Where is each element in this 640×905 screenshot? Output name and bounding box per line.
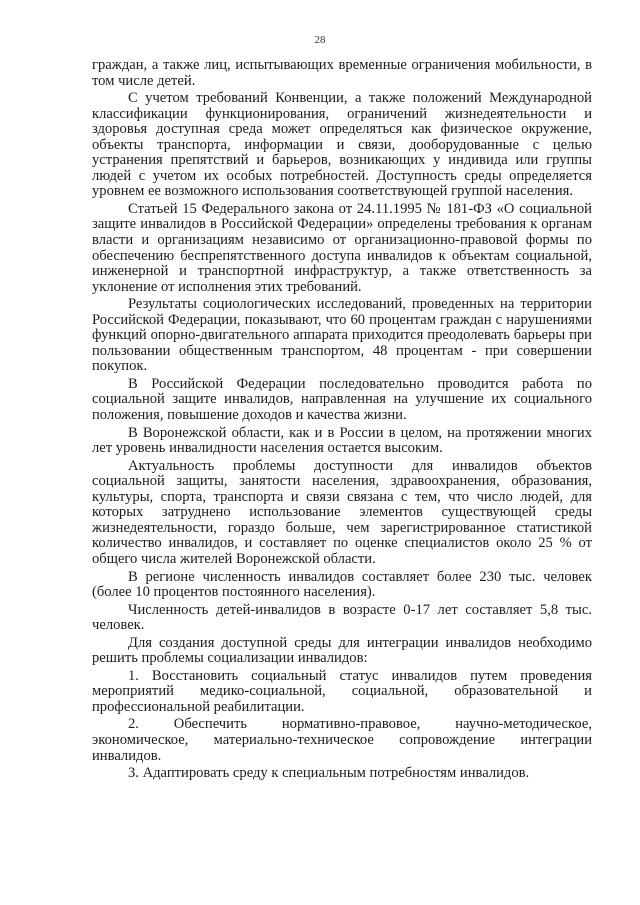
document-body (92, 58, 592, 782)
paragraph-social-protection: В Российской Федерации последовательно проводится работа по социальной защите инвалидов, направленная на улучшение их социального положения, повышение доходов и качества жизни. (92, 375, 592, 424)
paragraph-continuation: граждан, а также лиц, испытывающих временные ограничения мобильности, в том числе детей. (92, 57, 592, 89)
paragraph-research-results: Результаты социологических исследований, проведенных на территории Российской Федерации, показывают, что 60 процентам граждан с нарушениями функций опорно-двигательного аппарата приходится преодолевать барьеры при пользовании общественным транспортом, 48 процентам - при совершении покупок. (92, 296, 592, 375)
list-item-3: 3. Адаптировать среду к специальным потребностям инвалидов. (128, 765, 530, 782)
list-item-1: 1. Восстановить социальный статус инвалидов путем проведения мероприятий медико-социальной, социальной, образовательной и профессиональной реабилитации. (92, 667, 592, 715)
paragraph-convention: С учетом требований Конвенции, а также положений Международной классификации функционирования, ограничений жизнедеятельности и здоровья доступная среда может определяться как физическое окружение, объекты транспорта, информации и связи, дооборудованные с целью устранения препятствий и барьеров, возникающих у индивида или группы людей с учетом их особых потребностей. Доступность среды определяется уровнем ее возможного использования соответствующей группой населения. (92, 90, 592, 200)
paragraph-relevance: Актуальность проблемы доступности для инвалидов объектов социальной защиты, занятости населения, здравоохранения, образования, культуры, спорта, транспорта и связи связана с тем, что число людей, для которых затруднено использование элементов существующей среды жизнедеятельности, гораздо больше, чем зарегистрированное статистикой количество инвалидов, и составляет по оценке специалистов около 25 % от общего числа жителей Воронежской области. (92, 457, 592, 567)
paragraph-voronezh-level: В Воронежской области, как и в России в целом, на протяжении многих лет уровень инвалидности населения остается высоким. (92, 424, 592, 457)
page-number: 28 (314, 34, 326, 46)
paragraph-region-count: В регионе численность инвалидов составляет более 230 тыс. человек (более 10 процентов постоянного населения). (92, 568, 592, 601)
paragraph-children-count: Численность детей-инвалидов в возрасте 0-17 лет составляет 5,8 тыс. человек. (92, 601, 592, 634)
paragraph-accessible-environment: Для создания доступной среды для интеграции инвалидов необходимо решить проблемы социализации инвалидов: (92, 634, 592, 667)
paragraph-federal-law: Статьей 15 Федерального закона от 24.11.1995 № 181-ФЗ «О социальной защите инвалидов в Российской Федерации» определены требования к органам власти и организациям независимо от организационно-правовой формы по обеспечению беспрепятственного доступа инвалидов к объектам социальной, инженерной и транспортной инфраструктур, а также ответственность за уклонение от исполнения этих требований. (92, 200, 592, 295)
list-item-2: 2. Обеспечить нормативно-правовое, научно-методическое, экономическое, материально-техническое сопровождение интеграции инвалидов. (92, 716, 592, 764)
